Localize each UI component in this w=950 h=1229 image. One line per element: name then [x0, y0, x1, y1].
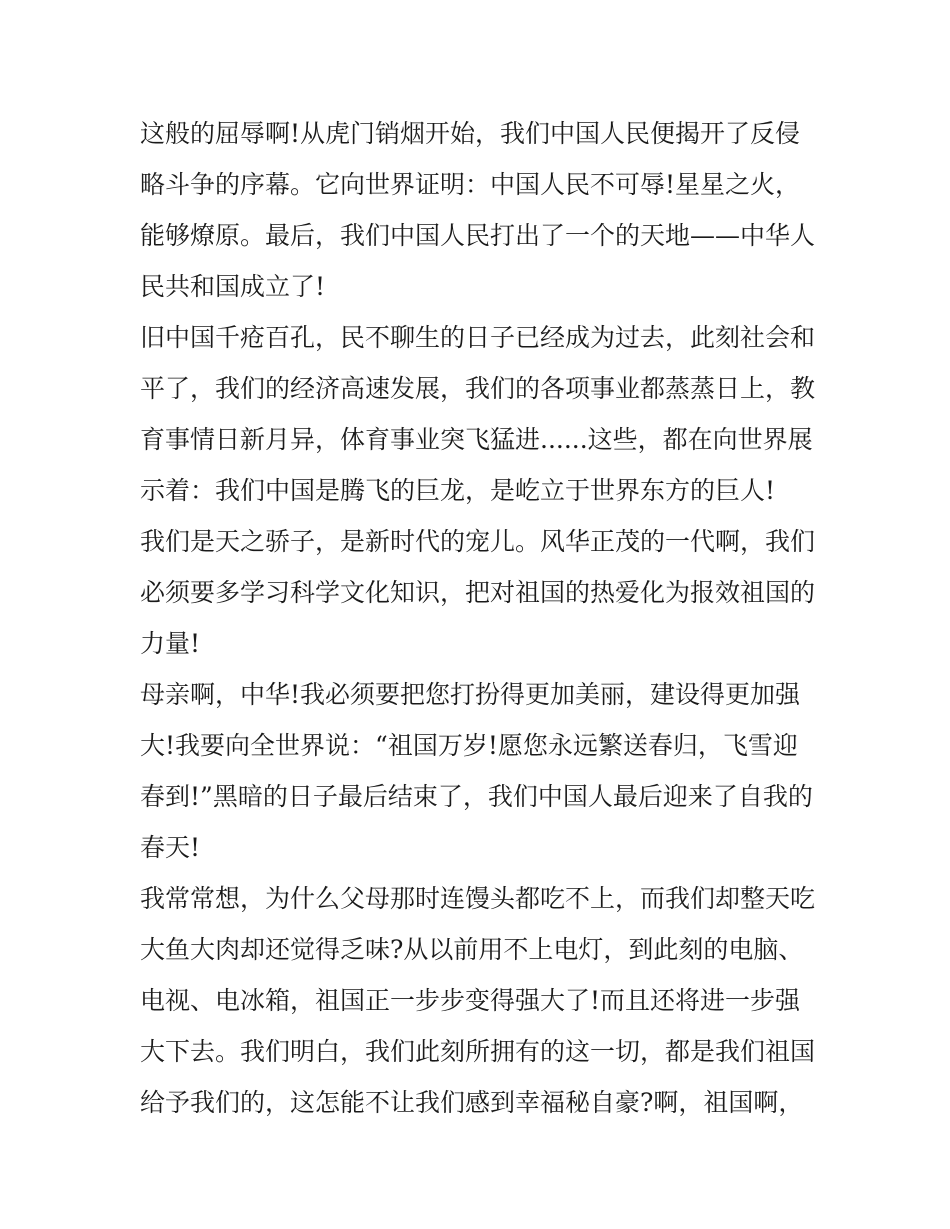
text-line: 大!我要向全世界说：“祖国万岁!愿您永远繁送春归，飞雪迎 — [140, 731, 798, 760]
text-line: 大鱼大肉却还觉得乏味?从以前用不上电灯，到此刻的电脑、 — [140, 935, 804, 964]
text-line: 母亲啊，中华!我必须要把您打扮得更加美丽，建设得更加强 — [140, 680, 801, 709]
text-line: 民共和国成立了! — [140, 272, 326, 301]
text-line: 给予我们的，这怎能不让我们感到幸福秘自豪?啊，祖国啊， — [140, 1088, 804, 1117]
text-line: 电视、电冰箱，祖国正一步步变得强大了!而且还将进一步强 — [140, 986, 801, 1015]
text-line: 春到!”黑暗的日子最后结束了，我们中国人最后迎来了自我的 — [140, 782, 813, 811]
body-text — [140, 108, 820, 1128]
text-line: 这般的屈辱啊!从虎门销烟开始，我们中国人民便揭开了反侵 — [140, 119, 801, 148]
text-line: 育事情日新月异，体育事业突飞猛进......这些，都在向世界展 — [140, 425, 813, 454]
text-line: 力量! — [140, 629, 201, 658]
text-line: 示着：我们中国是腾飞的巨龙，是屹立于世界东方的巨人! — [140, 476, 776, 505]
text-line: 旧中国千疮百孔，民不聊生的日子已经成为过去，此刻社会和 — [140, 323, 816, 352]
text-line: 平了，我们的经济高速发展，我们的各项事业都蒸蒸日上，教 — [140, 374, 816, 403]
text-line: 大下去。我们明白，我们此刻所拥有的这一切，都是我们祖国 — [140, 1037, 816, 1066]
text-line: 我常常想，为什么父母那时连馒头都吃不上，而我们却整天吃 — [140, 884, 816, 913]
text-line: 略斗争的序幕。它向世界证明：中国人民不可辱!星星之火， — [140, 170, 801, 199]
text-line: 我们是天之骄子，是新时代的宠儿。风华正茂的一代啊，我们 — [140, 527, 816, 556]
text-line: 能够燎原。最后，我们中国人民打出了一个的天地——中华人 — [140, 221, 816, 250]
text-line: 春天! — [140, 833, 201, 862]
text-line: 必须要多学习科学文化知识，把对祖国的热爱化为报效祖国的 — [140, 578, 816, 607]
